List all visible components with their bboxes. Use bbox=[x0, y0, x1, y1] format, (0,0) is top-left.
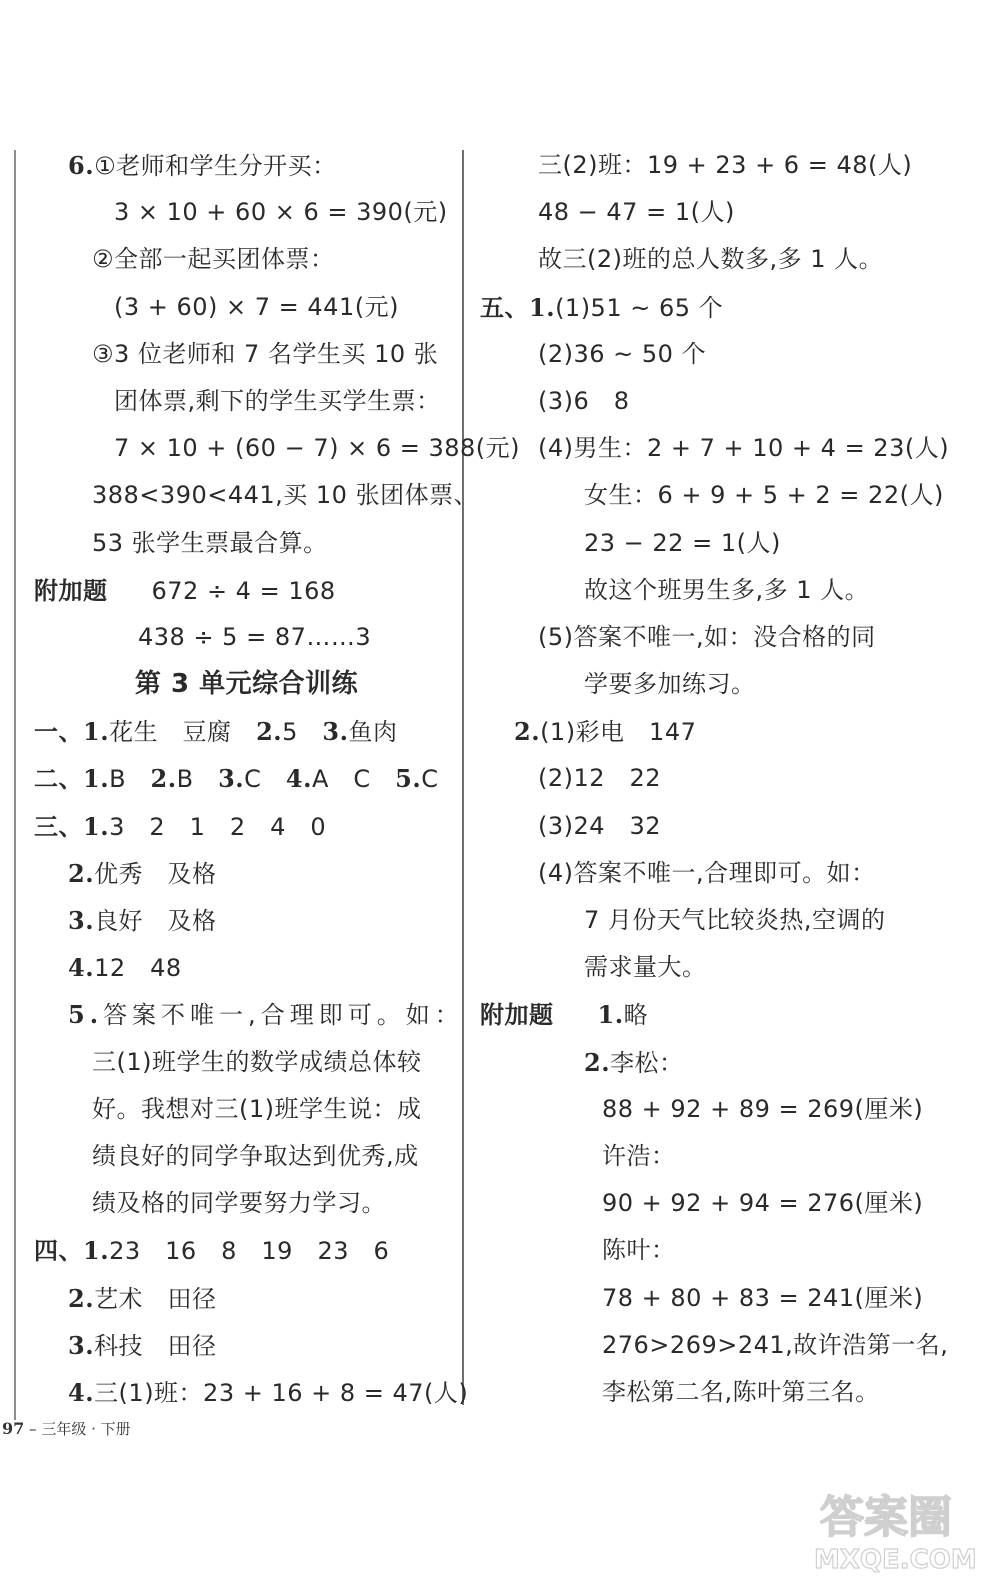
answer-line: 90 + 92 + 94 = 276(厘米) bbox=[602, 1189, 924, 1218]
right-column bbox=[480, 142, 980, 1416]
page-number: 97 bbox=[2, 1419, 25, 1438]
answer-line: 二、1.B 2.B 3.C 4.A C 5.C bbox=[34, 764, 439, 794]
answer-line: 附加题 1.略 bbox=[480, 1000, 649, 1030]
answer-line: 一、1.花生 豆腐 2.5 3.鱼肉 bbox=[34, 717, 398, 747]
answer-line: 需求量大。 bbox=[584, 953, 707, 982]
answer-line: ③3 位老师和 7 名学生买 10 张 bbox=[92, 339, 439, 368]
footer-dash: – bbox=[29, 1420, 37, 1438]
answer-line: 78 + 80 + 83 = 241(厘米) bbox=[602, 1283, 924, 1312]
section-title: 第 3 单元综合训练 bbox=[134, 669, 359, 700]
left-column bbox=[34, 142, 520, 1416]
answer-line: 三(1)班学生的数学成绩总体较 bbox=[92, 1047, 422, 1076]
answer-line: 7 × 10 + (60 − 7) × 6 = 388(元) bbox=[114, 434, 520, 463]
answer-line: 276>269>241,故许浩第一名, bbox=[602, 1330, 949, 1359]
answer-line: (3)24 32 bbox=[538, 811, 662, 840]
answer-line: 好。我想对三(1)班学生说：成 bbox=[92, 1094, 422, 1123]
answer-line: (5)答案不唯一,如：没合格的同 bbox=[538, 622, 876, 651]
answer-line: 3.良好 及格 bbox=[68, 906, 217, 935]
answer-line: (2)36 ~ 50 个 bbox=[538, 339, 707, 368]
answer-line: 53 张学生票最合算。 bbox=[92, 528, 328, 557]
answer-line: 四、1.23 16 8 19 23 6 bbox=[34, 1236, 390, 1266]
answer-line: 3.科技 田径 bbox=[68, 1330, 217, 1360]
answer-line: 三(2)班：19 + 23 + 6 = 48(人) bbox=[538, 151, 913, 179]
answer-line: (2)12 22 bbox=[538, 764, 662, 793]
answer-line: (4)男生：2 + 7 + 10 + 4 = 23(人) bbox=[538, 434, 950, 463]
answer-line: 5.答案不唯一,合理即可。如： bbox=[68, 1000, 464, 1030]
answer-line: 438 ÷ 5 = 87……3 bbox=[138, 622, 372, 651]
watermark-top-text: 答案圈 bbox=[820, 1492, 952, 1543]
answer-line: 2.艺术 田径 bbox=[68, 1283, 217, 1313]
answer-line: 学要多加练习。 bbox=[584, 670, 756, 699]
answer-line: 7 月份天气比较炎热,空调的 bbox=[584, 906, 886, 934]
answer-line: 88 + 92 + 89 = 269(厘米) bbox=[602, 1094, 924, 1123]
grade-label: 三年级 · 下册 bbox=[41, 1420, 131, 1438]
answer-line: 故三(2)班的总人数多,多 1 人。 bbox=[538, 245, 884, 274]
answer-line: 23 − 22 = 1(人) bbox=[584, 528, 781, 557]
page-edge-line bbox=[14, 150, 16, 1420]
answer-line: 2.(1)彩电 147 bbox=[514, 717, 697, 747]
answer-line: 团体票,剩下的学生买学生票： bbox=[114, 386, 441, 415]
answer-line: 3 × 10 + 60 × 6 = 390(元) bbox=[114, 198, 448, 227]
answer-line: 女生：6 + 9 + 5 + 2 = 22(人) bbox=[584, 481, 944, 510]
answer-line: 绩良好的同学争取达到优秀,成 bbox=[92, 1141, 419, 1170]
answer-line: 三、1.3 2 1 2 4 0 bbox=[34, 811, 327, 841]
answer-line: 李松第二名,陈叶第三名。 bbox=[602, 1377, 880, 1406]
answer-line: 6.①老师和学生分开买： bbox=[68, 151, 337, 180]
answer-line: ②全部一起买团体票： bbox=[92, 245, 335, 274]
answer-line: 许浩： bbox=[602, 1141, 676, 1170]
watermark-logo bbox=[810, 1480, 985, 1575]
answer-line: 2.李松： bbox=[584, 1047, 684, 1077]
watermark-graphic bbox=[810, 1480, 985, 1575]
answer-line: 4.12 48 bbox=[68, 953, 182, 983]
answer-line: 388<390<441,买 10 张团体票、 bbox=[92, 481, 479, 510]
answer-line: 陈叶： bbox=[602, 1236, 676, 1265]
answer-line: 绩及格的同学要努力学习。 bbox=[92, 1189, 386, 1218]
answer-line: (4)答案不唯一,合理即可。如： bbox=[538, 858, 876, 887]
watermark-bottom-text: MXQE.COM bbox=[814, 1545, 977, 1575]
answer-line: (3)6 8 bbox=[538, 386, 630, 415]
page-footer bbox=[2, 1418, 131, 1439]
answer-line: 48 − 47 = 1(人) bbox=[538, 198, 735, 227]
column-divider bbox=[462, 150, 464, 1405]
answer-line: 2.优秀 及格 bbox=[68, 858, 217, 888]
answer-line: (3 + 60) × 7 = 441(元) bbox=[114, 292, 399, 321]
answer-line: 故这个班男生多,多 1 人。 bbox=[584, 575, 870, 604]
answer-line: 4.三(1)班：23 + 16 + 8 = 47(人) bbox=[68, 1377, 469, 1407]
answer-line: 五、1.(1)51 ~ 65 个 bbox=[480, 292, 724, 322]
answer-line: 附加题 672 ÷ 4 = 168 bbox=[34, 575, 336, 605]
